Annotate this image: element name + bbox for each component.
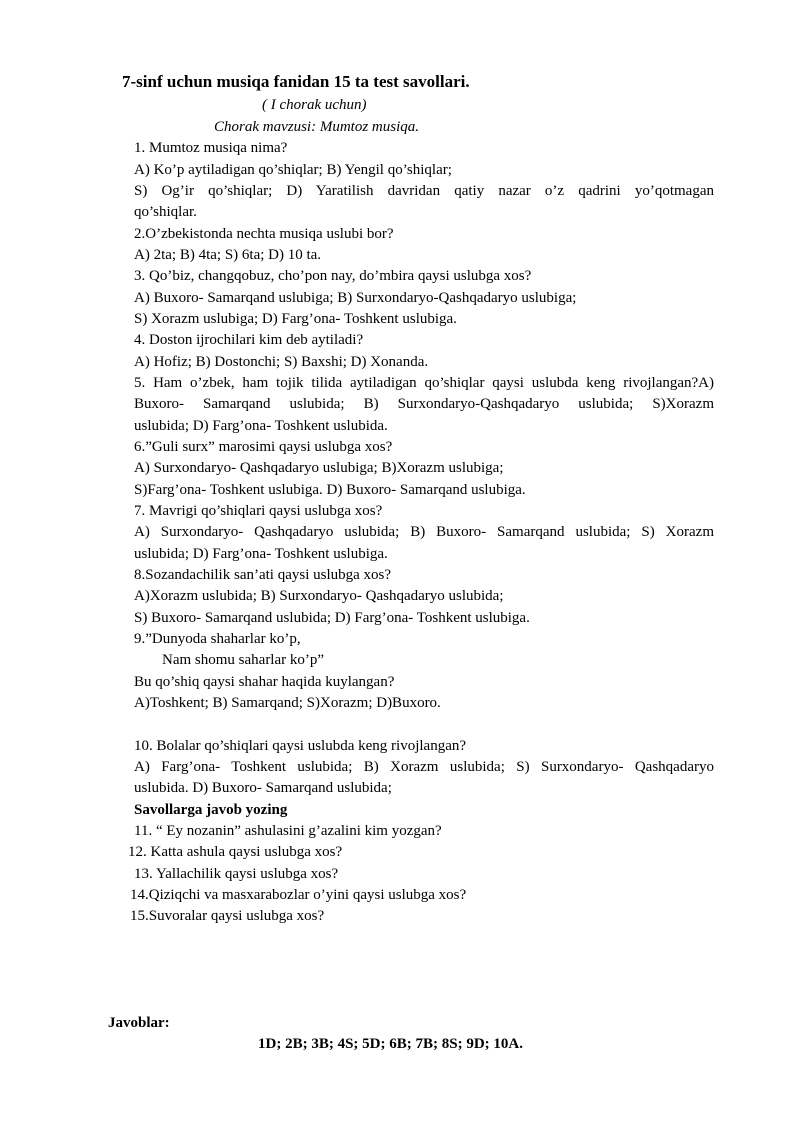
question-9-verse-2: Nam shomu saharlar ko’p” [162, 652, 325, 668]
question-10: 10. Bolalar qo’shiqlari qaysi uslubda keng rivojlangan? [134, 738, 467, 754]
answer-options-7b: uslubida; D) Farg’ona- Toshkent uslubiga. [134, 546, 388, 562]
question-8: 8.Sozandachilik san’ati qaysi uslubga xos? [134, 567, 392, 583]
question-2: 2.O’zbekistonda nechta musiqa uslubi bor? [134, 226, 394, 242]
question-4: 4. Doston ijrochilari kim deb aytiladi? [134, 332, 364, 348]
answers-label: Javoblar: [108, 1015, 170, 1031]
page-title: 7-sinf uchun musiqa fanidan 15 ta test savollari. [122, 72, 470, 91]
answer-options-4: A) Hofiz; B) Dostonchi; S) Baxshi; D) Xonanda. [134, 354, 429, 370]
question-14: 14.Qiziqchi va masxarabozlar o’yini qaysi uslubga xos? [130, 887, 467, 903]
answer-options-9: A)Toshkent; B) Samarqand; S)Xorazm; D)Buxoro. [134, 695, 441, 711]
answer-options-1c: qo’shiqlar. [134, 204, 197, 220]
question-6: 6.”Guli surx” marosimi qaysi uslubga xos? [134, 439, 393, 455]
section-heading: Savollarga javob yozing [134, 802, 288, 818]
question-5: 5. Ham o’zbek, ham tojik tilida aytiladigan qo’shiqlar qaysi uslubda keng rivojlangan?A) [134, 375, 714, 391]
answer-options-6b: S)Farg’ona- Toshkent uslubiga. D) Buxoro- Samarqand uslubiga. [134, 482, 526, 498]
question-9-verse-1: 9.”Dunyoda shaharlar ko’p, [134, 631, 301, 647]
answer-options-1a: A) Ko’p aytiladigan qo’shiqlar; B) Yengil qo’shiqlar; [134, 162, 452, 178]
question-1: 1. Mumtoz musiqa nima? [134, 140, 288, 156]
topic-line: Chorak mavzusi: Mumtoz musiqa. [214, 119, 419, 135]
question-15: 15.Suvoralar qaysi uslubga xos? [130, 908, 325, 924]
answer-options-10b: uslubida. D) Buxoro- Samarqand uslubida; [134, 780, 392, 796]
answer-options-5b: uslubida; D) Farg’ona- Toshkent uslubida. [134, 418, 388, 434]
answer-options-2: A) 2ta; B) 4ta; S) 6ta; D) 10 ta. [134, 247, 322, 263]
answer-options-3a: A) Buxoro- Samarqand uslubiga; B) Surxondaryo-Qashqadaryo uslubiga; [134, 290, 577, 306]
answer-options-7a: A) Surxondaryo- Qashqadaryo uslubida; B) Buxoro- Samarqand uslubida; S) Xorazm [134, 524, 714, 540]
question-3: 3. Qo’biz, changqobuz, cho’pon nay, do’mbira qaysi uslubga xos? [134, 268, 532, 284]
answers-key: 1D; 2B; 3B; 4S; 5D; 6B; 7B; 8S; 9D; 10A. [258, 1036, 523, 1052]
subtitle: ( I chorak uchun) [262, 97, 367, 113]
answer-options-6a: A) Surxondaryo- Qashqadaryo uslubiga; B)Xorazm uslubiga; [134, 460, 504, 476]
question-11: 11. “ Ey nozanin” ashulasini g’azalini kim yozgan? [134, 823, 442, 839]
answer-options-8a: A)Xorazm uslubida; B) Surxondaryo- Qashqadaryo uslubida; [134, 588, 504, 604]
answer-options-8b: S) Buxoro- Samarqand uslubida; D) Farg’ona- Toshkent uslubiga. [134, 610, 530, 626]
answer-options-3b: S) Xorazm uslubiga; D) Farg’ona- Toshkent uslubiga. [134, 311, 457, 327]
question-9: Bu qo’shiq qaysi shahar haqida kuylangan? [134, 674, 395, 690]
answer-options-10a: A) Farg’ona- Toshkent uslubida; B) Xorazm uslubida; S) Surxondaryo- Qashqadaryo [134, 759, 714, 775]
question-12: 12. Katta ashula qaysi uslubga xos? [128, 844, 343, 860]
question-13: 13. Yallachilik qaysi uslubga xos? [134, 866, 339, 882]
question-7: 7. Mavrigi qo’shiqlari qaysi uslubga xos? [134, 503, 383, 519]
answer-options-1b: S) Og’ir qo’shiqlar; D) Yaratilish davridan qatiy nazar o’z qadrini yo’qotmagan [134, 183, 714, 199]
answer-options-5a: Buxoro- Samarqand uslubida; B) Surxondaryo-Qashqadaryo uslubida; S)Xorazm [134, 396, 714, 412]
